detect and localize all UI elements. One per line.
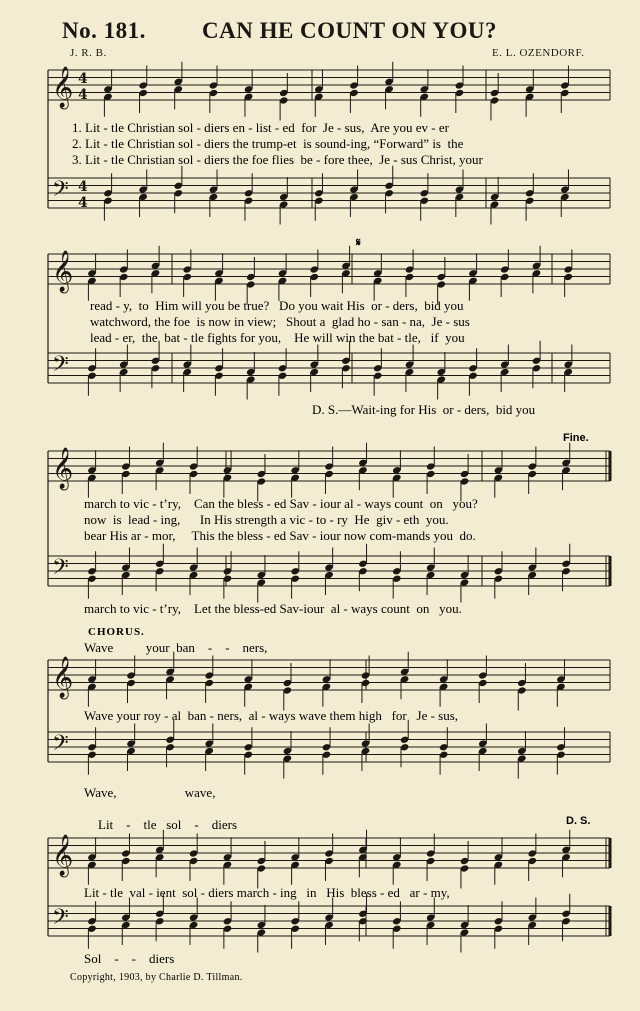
- chorus-below-lyric-2: Sol - - diers: [84, 951, 175, 966]
- verse-1-line-1: 1. Lit - tle Christian sol - diers en - list - ed for Je - sus, Are you ev - er: [72, 120, 449, 135]
- bass-clef-icon: 𝄢: [52, 177, 69, 207]
- chorus-lyric-2: Lit - tle val - ient sol - diers march - ing in His bless - ed ar - my,: [84, 885, 450, 900]
- bass-clef-icon: 𝄢: [52, 352, 69, 382]
- chorus-label: CHORUS.: [88, 626, 145, 638]
- time-signature-bottom: 4: [78, 195, 88, 211]
- verse-3-line-1: 3. Lit - tle Christian sol - diers the foe flies be - fore thee, Je - sus Christ, your: [72, 152, 483, 167]
- copyright: Copyright, 1903, by Charlie D. Tillman.: [70, 972, 243, 983]
- time-signature-bottom: 4: [78, 87, 88, 103]
- ds-marker: D. S.: [566, 815, 591, 827]
- treble-clef-icon: 𝄞: [52, 835, 74, 876]
- words-credit: J. R. B.: [70, 47, 107, 59]
- ds-lyric: D. S.—Wait-ing for His or - ders, bid you: [312, 402, 536, 417]
- hymn-title: CAN HE COUNT ON YOU?: [202, 18, 497, 43]
- fine-marker: Fine.: [563, 432, 589, 444]
- treble-clef-icon: 𝄞: [52, 67, 74, 108]
- hymn-number: No. 181.: [62, 18, 146, 43]
- time-signature-top: 4: [78, 71, 88, 87]
- treble-clef-icon: 𝄞: [52, 448, 74, 489]
- verse-2-line-3: now is lead - ing, In His strength a vic - to - ry He giv - eth you.: [84, 512, 449, 527]
- bass-clef-icon: 𝄢: [52, 555, 69, 585]
- verse-3-line-2: lead - er, the bat - tle fights for you, He will win the bat - tle, if you: [90, 330, 465, 345]
- bass-clef-icon: 𝄢: [52, 905, 69, 935]
- bass-clef-icon: 𝄢: [52, 731, 69, 761]
- verse-3-line-3: bear His ar - mor, This the bless - ed Sav - iour now com-mands you do.: [84, 528, 476, 543]
- segno-sign: 𝄋: [356, 237, 361, 249]
- treble-clef-icon: 𝄞: [52, 657, 74, 698]
- verse-2-line-2: watchword, the foe is now in view; Shout a glad ho - san - na, Je - sus: [90, 314, 470, 329]
- verse-1-line-2: read - y, to Him will you be true? Do you wait His or - ders, bid you: [90, 298, 464, 313]
- treble-clef-icon: 𝄞: [52, 251, 74, 292]
- chorus-lyric-1: Wave your roy - al ban - ners, al - ways wave them high for Je - sus,: [84, 708, 459, 723]
- time-signature-top: 4: [78, 179, 88, 195]
- bass-lyric-3: march to vic - t’ry, Let the bless-ed Sav-iour al - ways count on you.: [84, 601, 462, 616]
- chorus-above-lyric-2: Lit - tle sol - diers: [98, 817, 238, 832]
- chorus-below-lyric-1: Wave, wave,: [84, 785, 216, 800]
- verse-1-line-3: march to vic - t’ry, Can the bless - ed Sav - iour al - ways count on you?: [84, 496, 478, 511]
- music-credit: E. L. OZENDORF.: [492, 47, 585, 59]
- chorus-above-lyric-1: Wave your ban - - ners,: [84, 640, 268, 655]
- verse-2-line-1: 2. Lit - tle Christian sol - diers the trump-et is sound-ing, “Forward” is the: [72, 136, 464, 151]
